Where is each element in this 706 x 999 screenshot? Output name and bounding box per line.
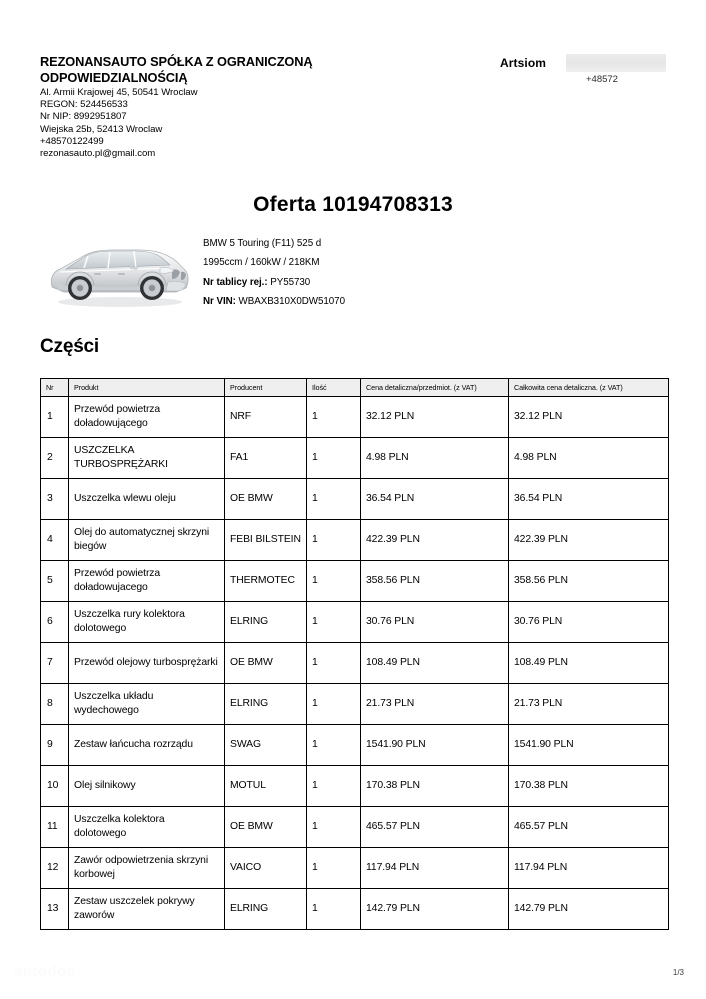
cell-nr: 11 bbox=[41, 807, 69, 848]
column-header-ilosc: Ilość bbox=[307, 379, 361, 397]
table-row bbox=[41, 807, 669, 848]
cell-producent: OE BMW bbox=[225, 479, 307, 520]
company-email: rezonasauto.pl@gmail.com bbox=[40, 148, 156, 160]
cell-cena: 108.49 PLN bbox=[361, 643, 509, 684]
cell-cena: 170.38 PLN bbox=[361, 766, 509, 807]
cell-nr: 7 bbox=[41, 643, 69, 684]
cell-ilosc: 1 bbox=[307, 889, 361, 930]
contact-person-phone: +48572 bbox=[586, 74, 618, 85]
parts-table-head bbox=[41, 379, 669, 397]
cell-nr: 9 bbox=[41, 725, 69, 766]
cell-total: 21.73 PLN bbox=[509, 684, 669, 725]
cell-total: 142.79 PLN bbox=[509, 889, 669, 930]
parts-section-heading: Części bbox=[40, 336, 100, 357]
cell-producent: ELRING bbox=[225, 889, 307, 930]
column-header-producent: Producent bbox=[225, 379, 307, 397]
cell-total: 32.12 PLN bbox=[509, 397, 669, 438]
cell-nr: 12 bbox=[41, 848, 69, 889]
vehicle-vin-value: WBAXB310X0DW51070 bbox=[238, 295, 345, 307]
cell-ilosc: 1 bbox=[307, 561, 361, 602]
offer-title: Oferta 10194708313 bbox=[253, 193, 453, 216]
cell-produkt: Zestaw łańcucha rozrządu bbox=[69, 725, 225, 766]
vehicle-vin-label: Nr VIN: bbox=[203, 295, 236, 307]
cell-nr: 4 bbox=[41, 520, 69, 561]
cell-cena: 32.12 PLN bbox=[361, 397, 509, 438]
cell-nr: 5 bbox=[41, 561, 69, 602]
column-header-produkt: Produkt bbox=[69, 379, 225, 397]
cell-cena: 358.56 PLN bbox=[361, 561, 509, 602]
vehicle-engine: 1995ccm / 160kW / 218KM bbox=[203, 257, 320, 269]
cell-nr: 1 bbox=[41, 397, 69, 438]
cell-cena: 117.94 PLN bbox=[361, 848, 509, 889]
cell-produkt: Uszczelka kolektora dolotowego bbox=[69, 807, 225, 848]
company-nip: Nr NIP: 8992951807 bbox=[40, 111, 127, 123]
cell-ilosc: 1 bbox=[307, 725, 361, 766]
table-row bbox=[41, 725, 669, 766]
cell-ilosc: 1 bbox=[307, 602, 361, 643]
cell-produkt: Uszczelka wlewu oleju bbox=[69, 479, 225, 520]
cell-produkt: Uszczelka układu wydechowego bbox=[69, 684, 225, 725]
cell-produkt: USZCZELKA TURBOSPRĘŻARKI bbox=[69, 438, 225, 479]
footer-watermark-logo: autodoc bbox=[14, 963, 76, 980]
table-row bbox=[41, 561, 669, 602]
cell-cena: 142.79 PLN bbox=[361, 889, 509, 930]
table-row bbox=[41, 848, 669, 889]
cell-cena: 465.57 PLN bbox=[361, 807, 509, 848]
cell-total: 108.49 PLN bbox=[509, 643, 669, 684]
cell-ilosc: 1 bbox=[307, 643, 361, 684]
cell-produkt: Olej do automatycznej skrzyni biegów bbox=[69, 520, 225, 561]
cell-nr: 3 bbox=[41, 479, 69, 520]
cell-nr: 13 bbox=[41, 889, 69, 930]
cell-producent: OE BMW bbox=[225, 643, 307, 684]
table-row bbox=[41, 684, 669, 725]
cell-total: 117.94 PLN bbox=[509, 848, 669, 889]
cell-cena: 4.98 PLN bbox=[361, 438, 509, 479]
cell-total: 1541.90 PLN bbox=[509, 725, 669, 766]
vehicle-plate bbox=[203, 273, 533, 292]
contact-person-block bbox=[500, 56, 680, 92]
cell-produkt: Olej silnikowy bbox=[69, 766, 225, 807]
vehicle-model: BMW 5 Touring (F11) 525 d bbox=[203, 238, 322, 249]
column-header-cena: Cena detaliczna/przedmiot. (z VAT) bbox=[361, 379, 509, 397]
cell-produkt: Przewód olejowy turbosprężarki bbox=[69, 643, 225, 684]
company-address: Al. Armii Krajowej 45, 50541 Wroclaw bbox=[40, 87, 198, 98]
redaction-box bbox=[566, 54, 666, 72]
company-address-secondary: Wiejska 25b, 52413 Wroclaw bbox=[40, 123, 163, 135]
vehicle-plate-label: Nr tablicy rej.: bbox=[203, 276, 268, 288]
cell-total: 465.57 PLN bbox=[509, 807, 669, 848]
column-header-total: Całkowita cena detaliczna. (z VAT) bbox=[509, 379, 669, 397]
cell-total: 358.56 PLN bbox=[509, 561, 669, 602]
cell-produkt: Uszczelka rury kolektora dolotowego bbox=[69, 602, 225, 643]
cell-produkt: Przewód powietrza doładowującego bbox=[69, 397, 225, 438]
cell-producent: FEBI BILSTEIN bbox=[225, 520, 307, 561]
cell-cena: 1541.90 PLN bbox=[361, 725, 509, 766]
cell-total: 170.38 PLN bbox=[509, 766, 669, 807]
cell-ilosc: 1 bbox=[307, 848, 361, 889]
cell-cena: 422.39 PLN bbox=[361, 520, 509, 561]
cell-nr: 2 bbox=[41, 438, 69, 479]
cell-cena: 21.73 PLN bbox=[361, 684, 509, 725]
table-row bbox=[41, 602, 669, 643]
table-row bbox=[41, 397, 669, 438]
parts-table bbox=[40, 378, 669, 930]
cell-ilosc: 1 bbox=[307, 479, 361, 520]
cell-producent: OE BMW bbox=[225, 807, 307, 848]
page-number: 1/3 bbox=[672, 968, 684, 977]
table-row bbox=[41, 438, 669, 479]
cell-nr: 10 bbox=[41, 766, 69, 807]
table-row bbox=[41, 643, 669, 684]
cell-producent: SWAG bbox=[225, 725, 307, 766]
parts-table-body bbox=[41, 397, 669, 930]
cell-ilosc: 1 bbox=[307, 520, 361, 561]
table-row bbox=[41, 889, 669, 930]
cell-producent: NRF bbox=[225, 397, 307, 438]
company-phone: +48570122499 bbox=[40, 135, 104, 147]
company-regon: REGON: 524456533 bbox=[40, 99, 128, 111]
cell-producent: MOTUL bbox=[225, 766, 307, 807]
table-row bbox=[41, 766, 669, 807]
cell-total: 36.54 PLN bbox=[509, 479, 669, 520]
cell-produkt: Przewód powietrza doładowujacego bbox=[69, 561, 225, 602]
cell-produkt: Zawór odpowietrzenia skrzyni korbowej bbox=[69, 848, 225, 889]
cell-ilosc: 1 bbox=[307, 807, 361, 848]
cell-ilosc: 1 bbox=[307, 438, 361, 479]
company-name: REZONANSAUTO SPÓŁKA Z OGRANICZONĄ ODPOWIEDZIALNOŚCIĄ bbox=[40, 54, 313, 85]
cell-ilosc: 1 bbox=[307, 766, 361, 807]
cell-cena: 30.76 PLN bbox=[361, 602, 509, 643]
cell-cena: 36.54 PLN bbox=[361, 479, 509, 520]
vehicle-vin bbox=[203, 292, 533, 311]
vehicle-plate-value: PY55730 bbox=[270, 276, 311, 288]
cell-producent: ELRING bbox=[225, 602, 307, 643]
cell-producent: FA1 bbox=[225, 438, 307, 479]
cell-total: 422.39 PLN bbox=[509, 520, 669, 561]
vehicle-specification bbox=[203, 234, 533, 311]
cell-nr: 8 bbox=[41, 684, 69, 725]
cell-ilosc: 1 bbox=[307, 684, 361, 725]
cell-producent: THERMOTEC bbox=[225, 561, 307, 602]
cell-producent: ELRING bbox=[225, 684, 307, 725]
table-header-row bbox=[41, 379, 669, 397]
table-row bbox=[41, 520, 669, 561]
company-details bbox=[40, 87, 370, 160]
contact-person-name: Artsiom bbox=[500, 56, 547, 70]
cell-total: 4.98 PLN bbox=[509, 438, 669, 479]
cell-produkt: Zestaw uszczelek pokrywy zaworów bbox=[69, 889, 225, 930]
column-header-nr: Nr bbox=[41, 379, 69, 397]
cell-total: 30.76 PLN bbox=[509, 602, 669, 643]
cell-producent: VAICO bbox=[225, 848, 307, 889]
cell-nr: 6 bbox=[41, 602, 69, 643]
vehicle-photo bbox=[44, 232, 194, 316]
cell-ilosc: 1 bbox=[307, 397, 361, 438]
company-header bbox=[40, 54, 370, 160]
table-row bbox=[41, 479, 669, 520]
